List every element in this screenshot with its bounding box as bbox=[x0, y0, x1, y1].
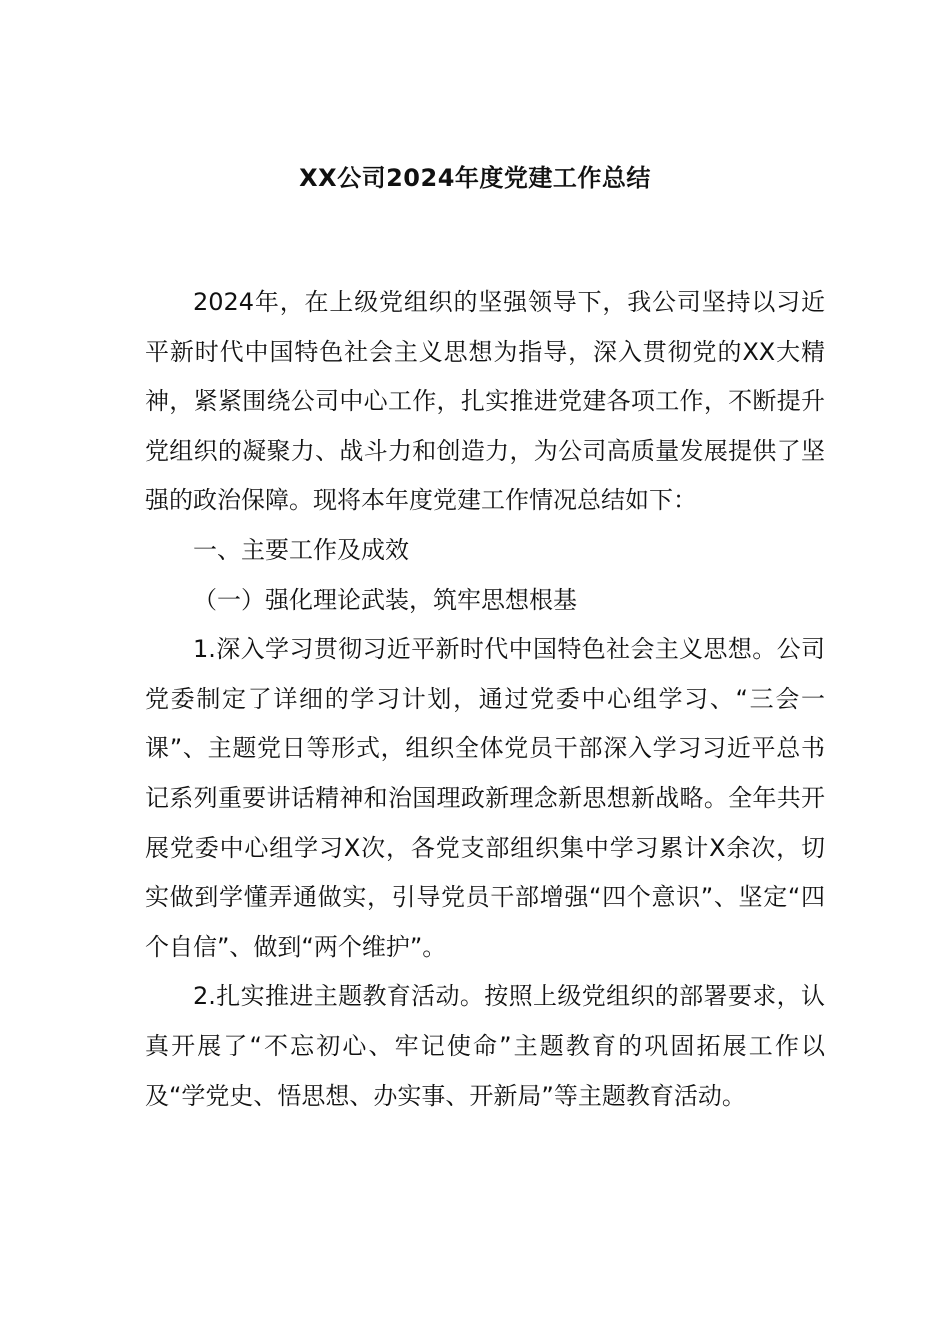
document-body bbox=[145, 278, 825, 1121]
section-heading-main-work: 一、主要工作及成效 bbox=[193, 535, 409, 564]
subsection-heading-theory: （一）强化理论武装，筑牢思想根基 bbox=[193, 585, 577, 614]
intro-paragraph: 2024年，在上级党组织的坚强领导下，我公司坚持以习近平新时代中国特色社会主义思想为指导，深入贯彻党的XX大精神，紧紧围绕公司中心工作，扎实推进党建各项工作，不断提升党组织的凝聚力、战斗力和创造力，为公司高质量发展提供了坚强的政治保障。现将本年度党建工作情况总结如下： bbox=[145, 288, 825, 515]
paragraph-item-1: 1.深入学习贯彻习近平新时代中国特色社会主义思想。公司党委制定了详细的学习计划，通过党委中心组学习、“三会一课”、主题党日等形式，组织全体党员干部深入学习习近平总书记系列重要讲话精神和治国理政新理念新思想新战略。全年共开展党委中心组学习X次，各党支部组织集中学习累计X余次，切实做到学懂弄通做实，引导党员干部增强“四个意识”、坚定“四个自信”、做到“两个维护”。 bbox=[145, 635, 825, 961]
document-title: XX公司2024年度党建工作总结 bbox=[299, 164, 651, 192]
paragraph-item-2: 2.扎实推进主题教育活动。按照上级党组织的部署要求，认真开展了“不忘初心、牢记使命”主题教育的巩固拓展工作以及“学党史、悟思想、办实事、开新局”等主题教育活动。 bbox=[145, 982, 825, 1110]
